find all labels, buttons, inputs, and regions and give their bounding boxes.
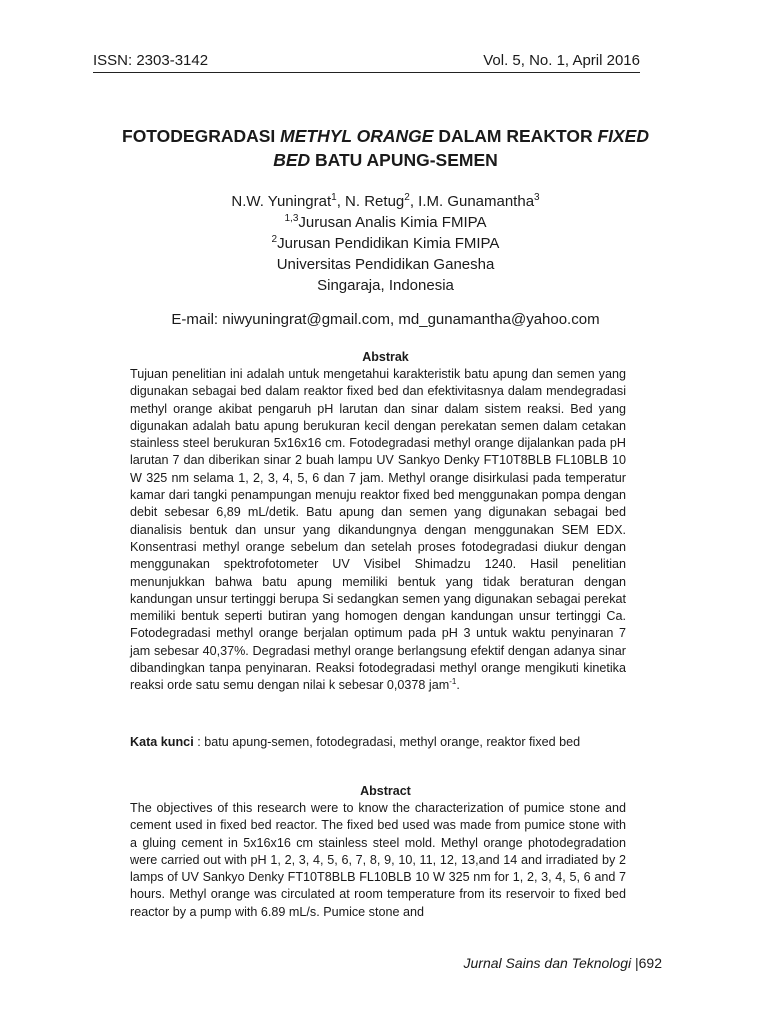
city: Singaraja, Indonesia bbox=[317, 277, 454, 294]
running-header bbox=[93, 52, 640, 73]
abstract-heading: Abstract bbox=[360, 784, 411, 798]
keywords bbox=[130, 735, 580, 749]
keywords-label: Kata kunci bbox=[130, 735, 194, 749]
paper-title bbox=[93, 124, 678, 172]
affiliation-1: $^{1,3}$Jurusan Analis Kimia FMIPA bbox=[284, 213, 487, 231]
abstrak-body: Tujuan penelitian ini adalah untuk mengetahui karakteristik batu apung dan semen yang digunakan sebagai bed dalam reaktor fixed bed dan efektivitasnya dalam mendegradasi methyl orange akibat pengaruh pH larutan dan sinar dalam sistem reaksi. Bed yang digunakan adalah batu apung berukuran kecil dengan perekatan semen dalam cetakan stainless steel berukuran 5x16x16 cm. Fotodegradasi methyl orange dijalankan pada pH larutan 7 dan diberikan sinar 2 buah lampu UV Sankyo Denky FT10T8BLB FL10BLB 10 W 325 nm selama 1, 2, 3, 4, 5, 6 dan 7 jam. Methyl orange disirkulasi pada temperatur kamar dari tangki penampungan menuju reaktor fixed bed menggunakan pompa dengan debit sebesar 6,89 mL/detik. Batu apung dan semen yang digunakan sebagai bed dianalisis bentuk dan unsur yang dikandungnya dengan menggunakan SEM EDX. Konsentrasi methyl orange sebelum dan setelah proses fotodegradasi diukur dengan menggunakan spektrofotometer UV Visibel Shimadzu 1240. Hasil penelitian menunjukkan bahwa batu apung memiliki bentuk yang tidak beraturan dengan kandungan unsur tertinggi berupa Si sedangkan semen yang digunakan sebagai perekat memiliki bentuk seperti butiran yang homogen dengan kandungan unsur tertinggi Ca. Fotodegradasi methyl orange berjalan optimum pada pH 3 untuk waktu penyinaran 7 jam sebesar 40,37%. Degradasi methyl orange berlangsung efektif dengan adanya sinar dibandingkan tanpa penyinaran. Reaksi fotodegradasi methyl orange mengikuti kinetika reaksi orde satu semu dengan nilai k sebesar 0,0378 jam$^{-1}$. bbox=[130, 367, 626, 693]
author-block bbox=[93, 191, 678, 330]
university: Universitas Pendidikan Ganesha bbox=[276, 256, 495, 273]
title-line-2: BED BATU APUNG-SEMEN bbox=[273, 150, 498, 170]
journal-name: Jurnal Sains dan Teknologi bbox=[463, 955, 632, 971]
author-names: N.W. Yuningrat$^1$, N. Retug$^2$, I.M. Gunamantha$^3$ bbox=[231, 192, 540, 210]
affiliation-2: $^2$Jurusan Pendidikan Kimia FMIPA bbox=[271, 234, 500, 252]
page-number: |692 bbox=[631, 955, 662, 971]
title-line-1: FOTODEGRADASI METHYL ORANGE DALAM REAKTOR FIXED bbox=[122, 126, 649, 146]
keywords-text: : batu apung-semen, fotodegradasi, methyl orange, reaktor fixed bed bbox=[193, 735, 581, 749]
issn: ISSN: 2303-3142 bbox=[93, 52, 209, 69]
abstrak-heading: Abstrak bbox=[362, 350, 409, 364]
email-line: E-mail: niwyuningrat@gmail.com, md_gunamantha@yahoo.com bbox=[171, 311, 600, 328]
abstract-body: The objectives of this research were to know the characterization of pumice stone and cement used in fixed bed reactor. The fixed bed used was made from pumice stone with a gluing cement in 5x16x16 cm stainless steel mold. Methyl orange photodegradation were carried out with pH 1, 2, 3, 4, 5, 6, 7, 8, 9, 10, 11, 12, 13,and 14 and irradiated by 2 lamps of UV Sankyo Denky FT10T8BLB FL10BLB 10 W 325 nm for 1, 2, 3, 4, 5, 6 and 7 hours. Methyl orange was circulated at room temperature from its reservoir to fixed bed reactor by a pump with 6.89 mL/s. Pumice stone and bbox=[130, 801, 626, 919]
page-footer bbox=[400, 955, 662, 971]
volume-info: Vol. 5, No. 1, April 2016 bbox=[483, 52, 640, 69]
